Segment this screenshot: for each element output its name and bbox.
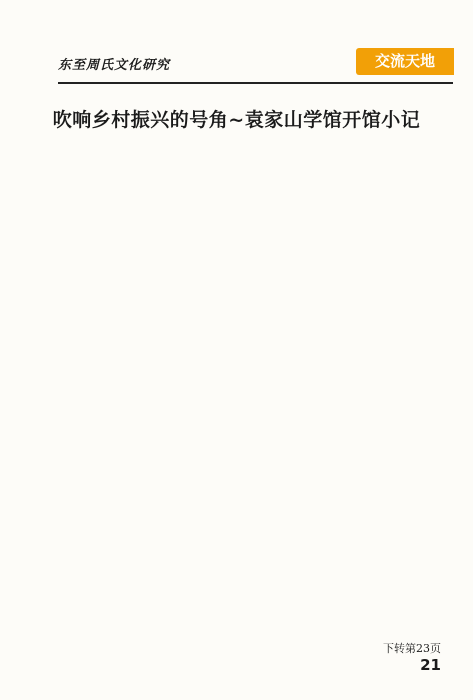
article-title: 吹响乡村振兴的号角~袁家山学馆开馆小记 [52,108,421,131]
continued-note: 下转第23页 [383,642,441,655]
journal-name: 东至周氏文化研究 [58,58,171,73]
page-number: 21 [420,656,441,674]
article-column-left [58,136,249,632]
section-tab: 交流天地 [356,48,454,75]
header-rule [58,82,453,84]
page-header [0,48,473,88]
article-column-right [262,136,453,632]
